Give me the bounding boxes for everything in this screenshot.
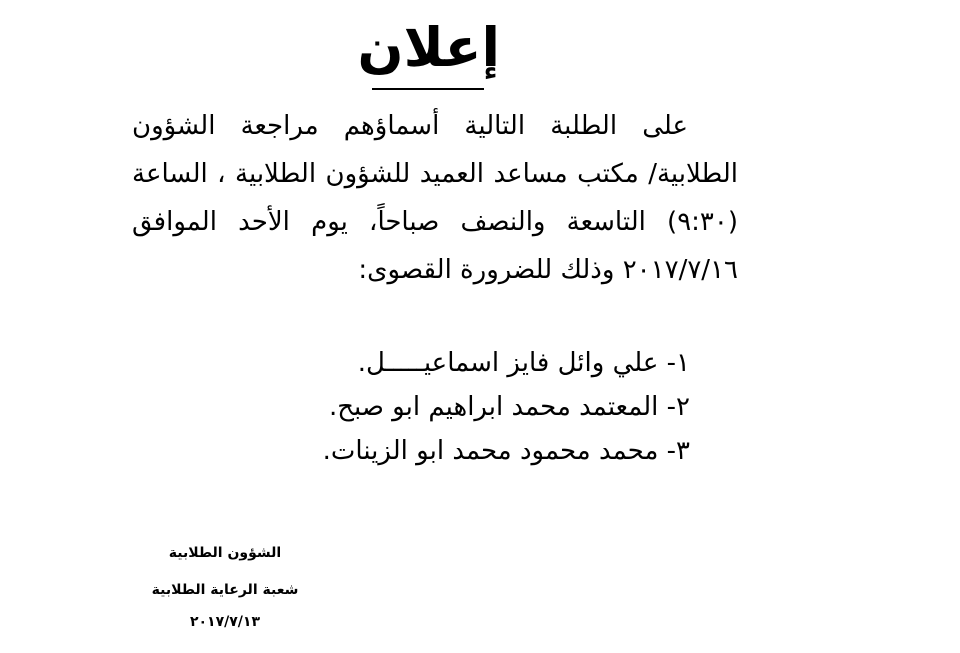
- signature-section: شعبة الرعاية الطلابية: [151, 582, 299, 598]
- student-list: [240, 341, 690, 473]
- signature-department: الشؤون الطلابية: [168, 545, 282, 561]
- student-item: ٣- محمد محمود محمد ابو الزينات.: [322, 436, 690, 466]
- announcement-body: [132, 102, 738, 294]
- student-item: ٢- المعتمد محمد ابراهيم ابو صبح.: [328, 392, 690, 422]
- title-underline: [372, 88, 484, 90]
- announcement-paragraph: على الطلبة التالية أسماؤهم مراجعة الشؤون الطلابية/ مكتب مساعد العميد للشؤون الطلابية ، الساعة (٩:٣٠) التاسعة والنصف صباحاً، يوم الأحد الموافق ٢٠١٧/٧/١٦ وذلك للضرورة القصوى:: [132, 111, 738, 285]
- signature-date: ٢٠١٧/٧/١٣: [189, 614, 261, 630]
- announcement-title: إعلان: [357, 16, 500, 79]
- student-item: ١- علي وائل فايز اسماعيـــــل.: [357, 348, 690, 378]
